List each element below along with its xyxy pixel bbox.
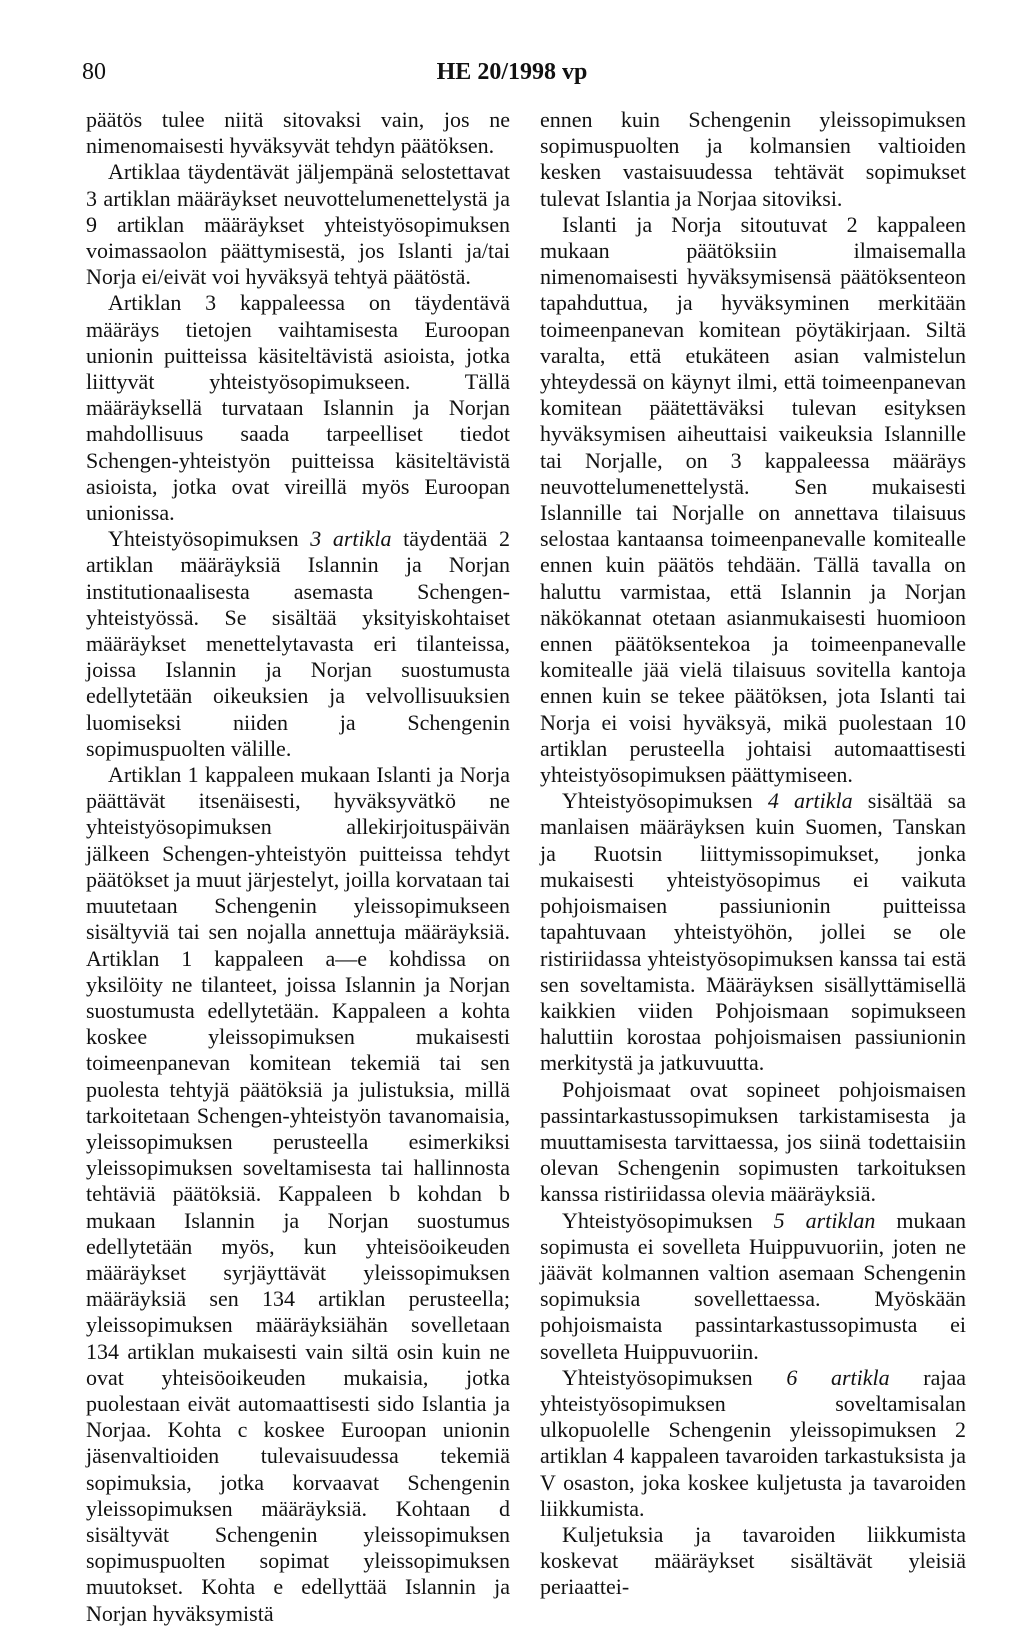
running-head: HE 20/1998 vp <box>436 59 588 85</box>
paragraph: Artiklan 1 kappaleen mukaan Islanti ja Norja päättävät itsenäisesti, hyväksyvätkö ne yhteistyösopimuksen allekirjoituspäivän jälkeen Schengen-yhteistyön puitteissa tehdyt päätökset ja muut järjestelyt, joilla korvataan tai muutetaan Schengenin yleissopimukseen sisältyviä tai sen nojalla annettuja määräyksiä. Artiklan 1 kappaleen a—e kohdissa on yksilöity ne tilanteet, joissa Islannin ja Norjan suostumusta edellytetään. Kappaleen a kohta koskee yleissopimuksen mukaisesti toimeenpanevan komitean tekemiä tai sen puolesta tehtyjä päätöksiä ja julistuksia, millä tarkoitetaan Schengen-yhteistyön tavanomaisia, yleissopimuksen perusteella esimerkiksi yleissopimuksen soveltamisesta tai hallinnosta tehtäviä päätöksiä. Kappaleen b kohdan b mukaan Islannin ja Norjan suostumus edellytetään myös, kun yhteisöoikeuden määräykset syrjäyttävät yleissopimuksen määräyksiä sen 134 artiklan perusteella; yleissopimuksen määräyksiähän sovelletaan 134 artiklan mukaisesti vain siltä osin kuin ne ovat yhteisöoikeuden mukaisia, jotka puolestaan eivät automaattisesti sido Islantia ja Norjaa. Kohta c koskee Euroopan unionin jäsenvaltioiden tulevaisuudessa tekemiä sopimuksia, jotka korvaavat Schengenin yleissopimuksen määräyksiä. Kohtaan d sisältyvät Schengenin yleissopimuksen sopimuspuolten sopimat yleissopimuksen muutokset. Kohta e edellyttää Islannin ja Norjan hyväksymistä <box>86 762 510 1626</box>
paragraph <box>540 1365 966 1522</box>
page-number: 80 <box>82 59 106 85</box>
paragraph: Pohjoismaat ovat sopineet pohjoismaisen passintarkastussopimuksen tarkistamisesta ja muuttamisesta tarvittaessa, jos siinä todettaisiin olevan Schengenin sopimusten tarkoituksen kanssa ristiriidassa olevia määräyksiä. <box>540 1076 966 1207</box>
paragraph-text: Yhteistyösopimuksen <box>562 1364 787 1390</box>
paragraph-text: Yhteistyösopimuksen <box>562 1207 774 1233</box>
paragraph: Kuljetuksia ja tavaroiden liikkumista koskevat määräykset sisältävät yleisiä periaattei- <box>540 1521 966 1600</box>
paragraph-text: Yhteistyösopimuksen <box>562 788 768 814</box>
paragraph-text: Yhteistyösopimuksen <box>108 526 311 552</box>
paragraph <box>540 1208 966 1365</box>
article-reference: 3 artikla <box>310 526 392 552</box>
article-reference: 6 artikla <box>786 1364 890 1390</box>
right-column <box>540 107 966 1601</box>
paragraph-text: mukaan sopimusta ei sovelleta Huippuvuoriin, joten ne jäävät kolmannen valtion asemaan Schengenin sopimuksia sovellettaessa. Myöskään pohjoismaista passintarkastussopimusta ei sovelleta Huippuvuoriin. <box>540 1207 966 1364</box>
article-reference: 4 artikla <box>767 788 853 814</box>
paragraph-text: sisältää sa manlaisen määräyksen kuin Suomen, Tanskan ja Ruotsin liittymissopimukset, jonka mukaisesti yhteistyösopimus ei vaikuta pohjoismaisen passiunionin puitteissa tapahtuvaan yhteistyöhön, jollei se ole ristiriidassa yhteistyösopimuksen kanssa tai estä sen soveltamista. Määräyksen sisällyttämisellä kaikkien viiden Pohjoismaan sopimukseen haluttiin korostaa pohjoismaisen passiunionin merkitystä ja jatkuvuutta. <box>540 788 966 1076</box>
paragraph <box>540 788 966 1076</box>
paragraph: Artiklaa täydentävät jäljempänä selostettavat 3 artiklan määräykset neuvottelumenettelystä ja 9 artiklan määräykset yhteistyösopimuksen voimassaolon päättymisestä, jos Islanti ja/tai Norja ei/eivät voi hyväksyä tehtyä päätöstä. <box>86 159 510 290</box>
article-reference: 5 artiklan <box>773 1207 876 1233</box>
paragraph: ennen kuin Schengenin yleissopimuksen sopimuspuolten ja kolmansien valtioiden kesken vastaisuudessa tehtävät sopimukset tulevat Islantia ja Norjaa sitoviksi. <box>540 107 966 211</box>
paragraph: päätös tulee niitä sitovaksi vain, jos ne nimenomaisesti hyväksyvät tehdyn päätöksen. <box>86 107 510 159</box>
paragraph-text: täydentää 2 artiklan määräyksiä Islannin ja Norjan institutionaalisesta asemasta Schengen-yhteistyössä. Se sisältää yksityiskohtaiset määräykset menettelytavasta eri tilanteissa, joissa Islannin ja Norjan suostumusta edellytetään oikeuksien ja velvollisuuksien luomiseksi niiden ja Schengenin sopimuspuolten välille. <box>86 526 510 761</box>
paragraph-text: rajaa yhteistyösopimuksen soveltamisalan ulkopuolelle Schengenin yleissopimuksen 2 artiklan 4 kappaleen tavaroiden tarkastuksista ja V osaston, joka koskee kuljetusta ja tavaroiden liikkumista. <box>540 1364 966 1521</box>
paragraph: Artiklan 3 kappaleessa on täydentävä määräys tietojen vaihtamisesta Euroopan unionin puitteissa käsiteltävistä asioista, jotka liittyvät yhteistyösopimukseen. Tällä määräyksellä turvataan Islannin ja Norjan mahdollisuus saada tarpeelliset tiedot Schengen-yhteistyön puitteissa käsiteltävistä asioista, jotka ovat vireillä myös Euroopan unionissa. <box>86 290 510 526</box>
paragraph: Islanti ja Norja sitoutuvat 2 kappaleen mukaan päätöksiin ilmaisemalla nimenomaisesti hyväksymisensä päätöksenteon tapahduttua, ja hyväksyminen merkitään toimeenpanevan komitean pöytäkirjaan. Siltä varalta, että etukäteen asian valmistelun yhteydessä on käynyt ilmi, että toimeenpanevan komitean päätettäväksi tulevan esityksen hyväksymisen aiheuttaisi vaikeuksia Islannille tai Norjalle, on 3 kappaleessa määräys neuvottelumenettelystä. Sen mukaisesti Islannille tai Norjalle on annettava tilaisuus selostaa kantaansa toimeenpanevalle komitealle ennen kuin päätös tehdään. Tällä tavalla on haluttu varmistaa, että Islannin ja Norjan näkökannat otetaan asianmukaisesti huomioon ennen päätöksentekoa ja toimeenpanevalle komitealle jää vielä tilaisuus sovitella kantoja ennen kuin se tekee päätöksen, jota Islanti tai Norja ei voisi hyväksyä, mikä puolestaan 10 artiklan perusteella johtaisi automaattisesti yhteistyösopimuksen päättymiseen. <box>540 211 966 788</box>
paragraph <box>86 526 510 762</box>
left-column <box>86 107 510 1627</box>
